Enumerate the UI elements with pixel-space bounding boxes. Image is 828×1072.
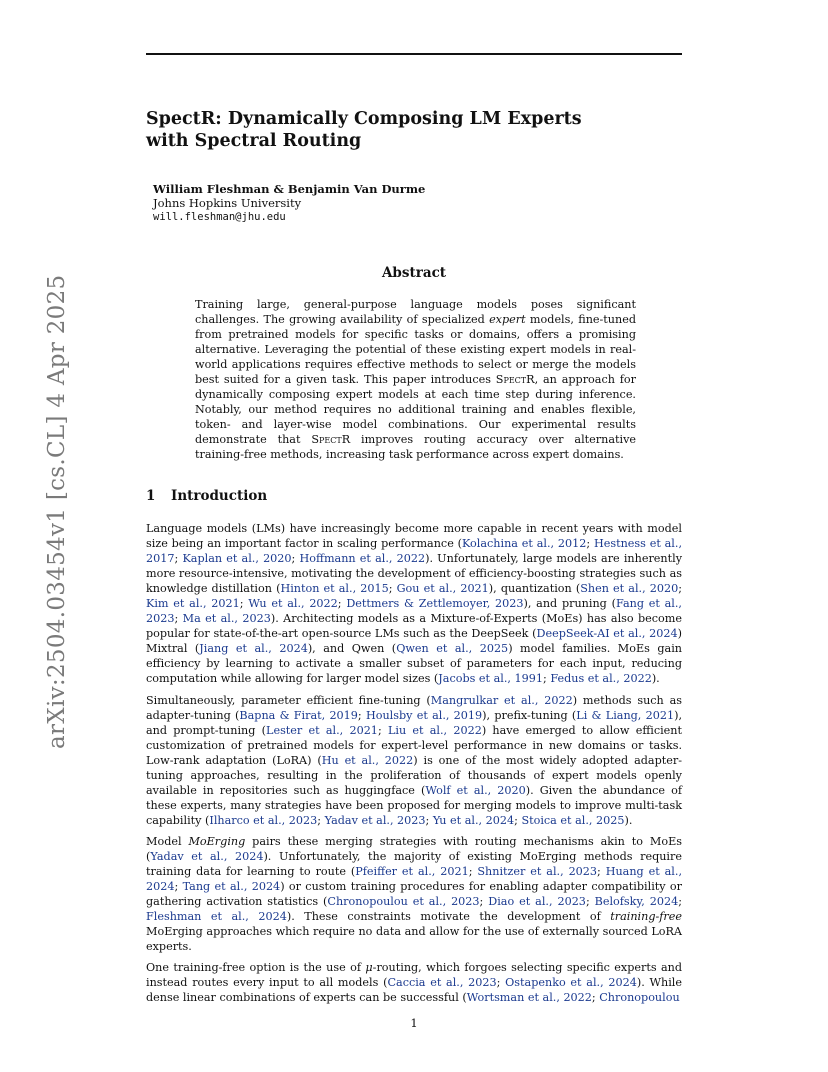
method-name: SpectR [495,373,535,387]
citation-link[interactable]: Kolachina et al., 2012 [462,537,587,551]
paragraph-3 [146,834,682,954]
author-email: will.fleshman@jhu.edu [153,211,286,223]
paper-title [146,108,682,152]
mu-symbol: μ [365,961,373,975]
text: ) methods such as adapter-tuning ( [146,693,682,722]
emphasis: MoErging [188,834,246,848]
abstract-heading: Abstract [381,265,447,281]
separator: ; [174,880,183,894]
separator: ; [597,865,606,879]
citation-link[interactable]: Stoica et al., 2025 [521,813,625,827]
text: ) model families. MoEs gain efficiency by learning to activate a smaller subset of parameters for each input, reducing computation while allowing for larger model sizes ( [146,642,682,686]
citation-link[interactable]: Yadav et al., 2024 [150,849,264,863]
text: MoErging approaches which require no data and allow for the use of externally sourced LoRA experts. [146,925,682,954]
citation-link[interactable]: Fleshman et al., 2024 [146,910,287,924]
citation-link[interactable]: Dettmers & Zettlemoyer, 2023 [346,597,524,611]
citation-link[interactable]: Yadav et al., 2023 [324,813,426,827]
citation-link[interactable]: Ilharco et al., 2023 [209,813,318,827]
abstract-text [195,297,636,463]
text: Model [146,834,189,848]
separator: ; [239,597,249,611]
citation-link[interactable]: Caccia et al., 2023 [387,976,497,990]
citation-link[interactable]: Jacobs et al., 1991 [438,672,543,686]
citation-link[interactable]: Liu et al., 2022 [387,723,482,737]
text: -routing, which forgoes selecting specific experts and instead routes every input to all models ( [146,961,683,990]
separator: ; [357,708,366,722]
text: ) have emerged to allow efficient customization of pretrained models for expert-level performance in new domains or tasks. Low-rank adaptation (LoRA) ( [146,723,683,767]
citation-link[interactable]: Hoffmann et al., 2022 [299,552,426,566]
citation-link[interactable]: Kim et al., 2021 [146,597,240,611]
separator: ; [425,813,433,827]
citation-link[interactable]: Diao et al., 2023 [488,895,586,909]
text: ). Architecting models as a Mixture-of-Experts (MoEs) has also become popular for state-of-the-art open-source LMs such as the DeepSeek ( [146,612,683,641]
text: ) or custom training procedures for enabling adapter compatibility or gathering activation statistics ( [146,880,683,909]
text: pairs these merging strategies with routing mechanisms akin to MoEs ( [146,834,682,863]
method-name: SpectR [311,433,351,447]
citation-link[interactable]: Huang et al., 2024 [146,865,682,894]
text: ). [624,813,633,827]
author-block [153,182,425,224]
text: ). While dense linear combinations of experts can be successful ( [146,976,682,1005]
citation-link[interactable]: Qwen et al., 2025 [396,642,509,656]
text: ), prefix-tuning ( [482,708,577,722]
abstract-text-3: , an approach for dynamically composing expert models at each time step during inference. Notably, our method requires no additional training and enables flexible, token- and layer-wise model combinations. Our experimental results demonstrate that [195,373,636,447]
citation-link[interactable]: Belofsky, 2024 [594,895,679,909]
citation-link[interactable]: Houlsby et al., 2019 [365,708,483,722]
separator: ; [468,865,478,879]
abstract-emphasis: expert [489,313,526,327]
citation-link[interactable]: Li & Liang, 2021 [576,708,675,722]
text: Simultaneously, parameter efficient fine-tuning ( [146,693,431,707]
top-rule [146,53,682,55]
arxiv-identifier: arXiv:2504.03454v1 [cs.CL] 4 Apr 2025 [44,274,70,749]
text: One training-free option is the use of [146,961,366,975]
separator: ; [317,813,325,827]
abstract-text-2: models, fine-tuned from pretrained models for specific tasks or domains, offers a promising alternative. Leveraging the potential of these existing expert models in real-world applications requires effective methods to select or merge the models best suited for a given task. This paper introduces [195,313,636,387]
author-names: William Fleshman & Benjamin Van Durme [153,182,426,196]
citation-link[interactable]: Shen et al., 2020 [580,582,679,596]
separator: ; [514,813,522,827]
title-line-1: SpectR: Dynamically Composing LM Experts [146,109,582,129]
text: ), and Qwen ( [307,642,397,656]
citation-link[interactable]: Hestness et al., 2017 [146,537,683,566]
text: ). Unfortunately, the majority of existing MoErging methods require training data for learning to route ( [146,849,682,879]
separator: ; [591,991,600,1005]
section-title: Introduction [171,488,268,504]
separator: ; [337,597,347,611]
citation-link[interactable]: Kaplan et al., 2020 [182,552,292,566]
citation-link[interactable]: Hu et al., 2022 [321,753,414,767]
separator: ; [678,895,683,909]
citation-link[interactable]: Ma et al., 2023 [182,612,271,626]
paragraph-1 [146,521,682,687]
citation-link[interactable]: Gou et al., 2021 [396,582,489,596]
citation-link[interactable]: Mangrulkar et al., 2022 [430,693,573,707]
separator: ; [586,537,594,551]
paragraph-2 [146,693,682,828]
text: ). These constraints motivate the development of [286,910,611,924]
page-number: 1 [410,1016,418,1030]
section-number: 1 [146,488,156,504]
citation-link[interactable]: Chronopoulou [599,991,680,1005]
separator: ; [678,582,682,596]
separator: ; [496,976,506,990]
text: ) Mixtral ( [146,627,682,656]
separator: ; [479,895,489,909]
body-text [146,521,682,1011]
affiliation: Johns Hopkins University [153,196,302,210]
citation-link[interactable]: Chronopoulou et al., 2023 [327,895,480,909]
text: ), and pruning ( [523,597,616,611]
citation-link[interactable]: Yu et al., 2024 [432,813,515,827]
section-heading [146,488,267,504]
text: ), quantization ( [488,582,581,596]
separator: ; [174,612,183,626]
citation-link[interactable]: DeepSeek-AI et al., 2024 [536,627,678,641]
text: Language models (LMs) have increasingly become more capable in recent years with model size being an important factor in scaling performance ( [146,522,682,551]
separator: ; [377,723,388,737]
paragraph-4 [146,960,682,1005]
abstract-text-1: Training large, general-purpose language models poses significant challenges. The growing availability of specialized [195,298,636,327]
text: ). Unfortunately, large models are inherently more resource-intensive, motivating the development of efficiency-boosting strategies such as knowledge distillation ( [146,552,683,596]
abstract-text-4: improves routing accuracy over alternative training-free methods, increasing task performance across expert domains. [195,433,637,462]
separator: ; [388,582,397,596]
separator: ; [174,552,183,566]
citation-link[interactable]: Ostapenko et al., 2024 [505,976,637,990]
citation-link[interactable]: Fedus et al., 2022 [550,672,652,686]
citation-link[interactable]: Jiang et al., 2024 [199,642,308,656]
citation-link[interactable]: Tang et al., 2024 [182,880,281,894]
citation-link[interactable]: Fang et al., 2023 [146,597,682,626]
citation-link[interactable]: Wolf et al., 2020 [425,783,526,797]
citation-link[interactable]: Pfeiffer et al., 2021 [355,865,469,879]
citation-link[interactable]: Shnitzer et al., 2023 [477,865,598,879]
separator: ; [585,895,595,909]
text: ). [651,672,660,686]
separator: ; [542,672,551,686]
text: ) is one of the most widely adopted adapter-tuning approaches, resulting in the proliferation of thousands of expert models openly available in repositories such as huggingface ( [146,753,682,797]
text: ), and prompt-tuning ( [146,708,683,737]
citation-link[interactable]: Lester et al., 2021 [266,723,378,737]
citation-link[interactable]: Wortsman et al., 2022 [466,991,592,1005]
separator: ; [291,552,300,566]
citation-link[interactable]: Wu et al., 2022 [248,597,338,611]
arxiv-sidebar [18,274,70,754]
citation-link[interactable]: Bapna & Firat, 2019 [239,708,358,722]
citation-link[interactable]: Hinton et al., 2015 [280,582,389,596]
text: ). Given the abundance of these experts, many strategies have been proposed for merging models to improve multi-task capability ( [146,783,683,827]
emphasis: training-free [610,910,683,924]
title-line-2: with Spectral Routing [146,131,362,151]
